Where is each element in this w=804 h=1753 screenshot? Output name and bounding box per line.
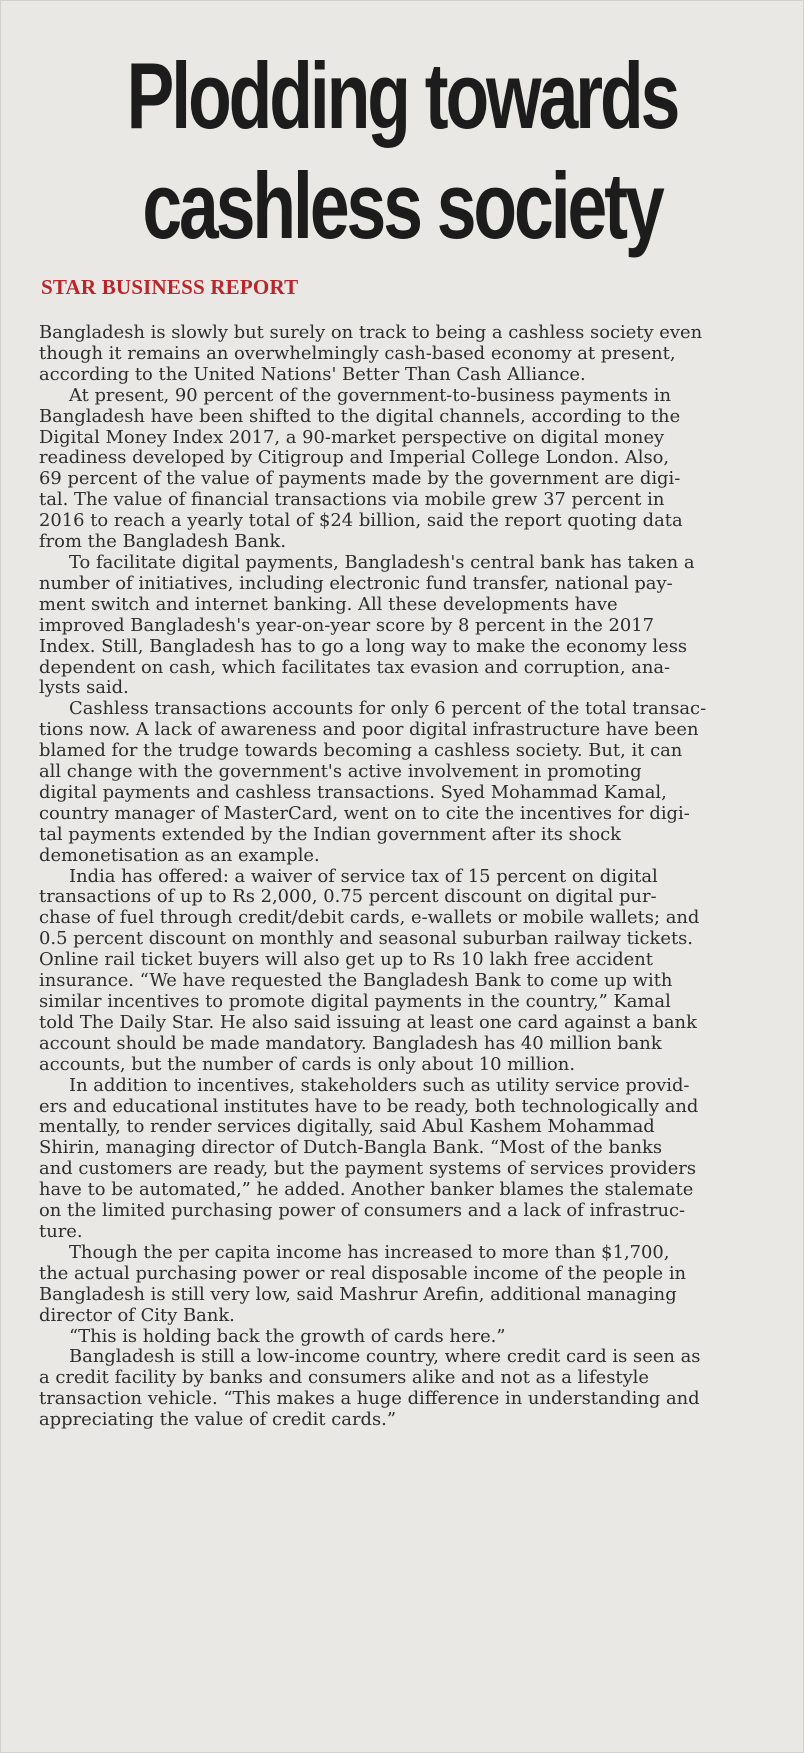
paragraph-line: Though the per capita income has increased to more than $1,700, (69, 1241, 670, 1263)
article-body (39, 323, 789, 1431)
paragraph-line: To facilitate digital payments, Bangladesh's central bank has taken a (69, 551, 695, 573)
paragraph-line: similar incentives to promote digital payments in the country,” Kamal (39, 991, 671, 1012)
paragraph-1 (39, 323, 789, 386)
paragraph-line: director of City Bank. (39, 1304, 235, 1326)
paragraph-line: dependent on cash, which facilitates tax evasion and corruption, ana- (39, 656, 671, 678)
paragraph-line: Bangladesh is still a low-income country, where credit card is seen as (69, 1346, 701, 1368)
paragraph-line: digital payments and cashless transactions. Syed Mohammad Kamal, (39, 781, 667, 803)
paragraph-line: 2016 to reach a yearly total of $24 billion, said the report quoting data (39, 510, 683, 532)
paragraph-line: Index. Still, Bangladesh has to go a long way to make the economy less (39, 635, 688, 657)
paragraph-line: Cashless transactions accounts for only 6 percent of the total transac- (69, 698, 707, 720)
paragraph-line: chase of fuel through credit/debit cards, e-wallets or mobile wallets; and (39, 907, 700, 929)
paragraph-line: and customers are ready, but the payment systems of services providers (39, 1158, 697, 1180)
paragraph-line: Bangladesh is still very low, said Mashrur Arefin, additional managing (39, 1283, 677, 1305)
paragraph-line: insurance. “We have requested the Bangladesh Bank to come up with (39, 970, 673, 992)
paragraph-line: At present, 90 percent of the government-to-business payments in (69, 384, 671, 406)
paragraph-line: 69 percent of the value of payments made by the government are digi- (39, 468, 681, 490)
paragraph-line: though it remains an overwhelmingly cash-based economy at present, (39, 342, 676, 364)
paragraph-line: mentally, to render services digitally, said Abul Kashem Mohammad (39, 1116, 655, 1138)
paragraph-line: Digital Money Index 2017, a 90-market perspective on digital money (39, 426, 665, 448)
paragraph-2 (39, 386, 789, 553)
paragraph-line: blamed for the trudge towards becoming a cashless society. But, it can (39, 740, 683, 762)
paragraph-5 (39, 867, 789, 1076)
paragraph-line: demonetisation as an example. (39, 844, 320, 866)
paragraph-line: 0.5 percent discount on monthly and seasonal suburban railway tickets. (39, 928, 693, 950)
article-headline (97, 1, 707, 261)
paragraph-3 (39, 553, 789, 699)
headline-line-2: cashless society (142, 153, 662, 258)
paragraph-line: improved Bangladesh's year-on-year score by 8 percent in the 2017 (39, 614, 655, 636)
paragraph-line: Shirin, managing director of Dutch-Bangla Bank. “Most of the banks (39, 1137, 663, 1159)
paragraph-line: tal payments extended by the Indian government after its shock (39, 823, 622, 845)
paragraph-line: tal. The value of financial transactions via mobile grew 37 percent in (39, 489, 665, 511)
paragraph-line: all change with the government's active involvement in promoting (39, 761, 642, 783)
headline-line-1: Plodding towards (126, 43, 678, 148)
paragraph-line: India has offered: a waiver of service tax of 15 percent on digital (69, 865, 658, 887)
article-byline: STAR BUSINESS REPORT (41, 275, 299, 299)
paragraph-line: Bangladesh have been shifted to the digital channels, according to the (39, 405, 681, 427)
paragraph-line: ture. (39, 1220, 83, 1242)
paragraph-line: accounts, but the number of cards is only about 10 million. (39, 1053, 576, 1075)
paragraph-line: transactions of up to Rs 2,000, 0.75 percent discount on digital pur- (39, 886, 657, 908)
paragraph-6 (39, 1076, 789, 1243)
paragraph-4 (39, 699, 789, 866)
paragraph-line: transaction vehicle. “This makes a huge difference in understanding and (39, 1388, 700, 1410)
paragraph-line: appreciating the value of credit cards.” (39, 1409, 396, 1431)
paragraph-line: Bangladesh is slowly but surely on track to being a cashless society even (39, 322, 703, 343)
paragraph-line: Online rail ticket buyers will also get up to Rs 10 lakh free accident (39, 949, 653, 971)
paragraph-line: tions now. A lack of awareness and poor digital infrastructure have been (39, 719, 699, 741)
paragraph-line: on the limited purchasing power of consumers and a lack of infrastruc- (39, 1200, 686, 1222)
paragraph-7 (39, 1243, 789, 1327)
paragraph-9 (39, 1347, 789, 1431)
paragraph-line: have to be automated,” he added. Another banker blames the stalemate (39, 1179, 694, 1201)
paragraph-line: a credit facility by banks and consumers alike and not as a lifestyle (39, 1367, 649, 1389)
paragraph-line: readiness developed by Citigroup and Imperial College London. Also, (39, 447, 670, 469)
paragraph-line: ment switch and internet banking. All these developments have (39, 593, 618, 615)
paragraph-line: according to the United Nations' Better Than Cash Alliance. (39, 363, 586, 385)
paragraph-line: country manager of MasterCard, went on to cite the incentives for digi- (39, 802, 690, 824)
paragraph-line: ers and educational institutes have to be ready, both technologically and (39, 1095, 699, 1117)
paragraph-line: lysts said. (39, 677, 129, 699)
paragraph-line: the actual purchasing power or real disposable income of the people in (39, 1262, 687, 1284)
paragraph-line: In addition to incentives, stakeholders such as utility service provid- (69, 1074, 690, 1096)
paragraph-line: number of initiatives, including electronic fund transfer, national pay- (39, 572, 673, 594)
paragraph-line: told The Daily Star. He also said issuing at least one card against a bank (39, 1011, 697, 1033)
paragraph-line: account should be made mandatory. Bangladesh has 40 million bank (39, 1032, 662, 1054)
paragraph-line: “This is holding back the growth of cards here.” (69, 1325, 506, 1347)
paragraph-line: from the Bangladesh Bank. (39, 531, 287, 553)
paragraph-8 (39, 1327, 789, 1348)
